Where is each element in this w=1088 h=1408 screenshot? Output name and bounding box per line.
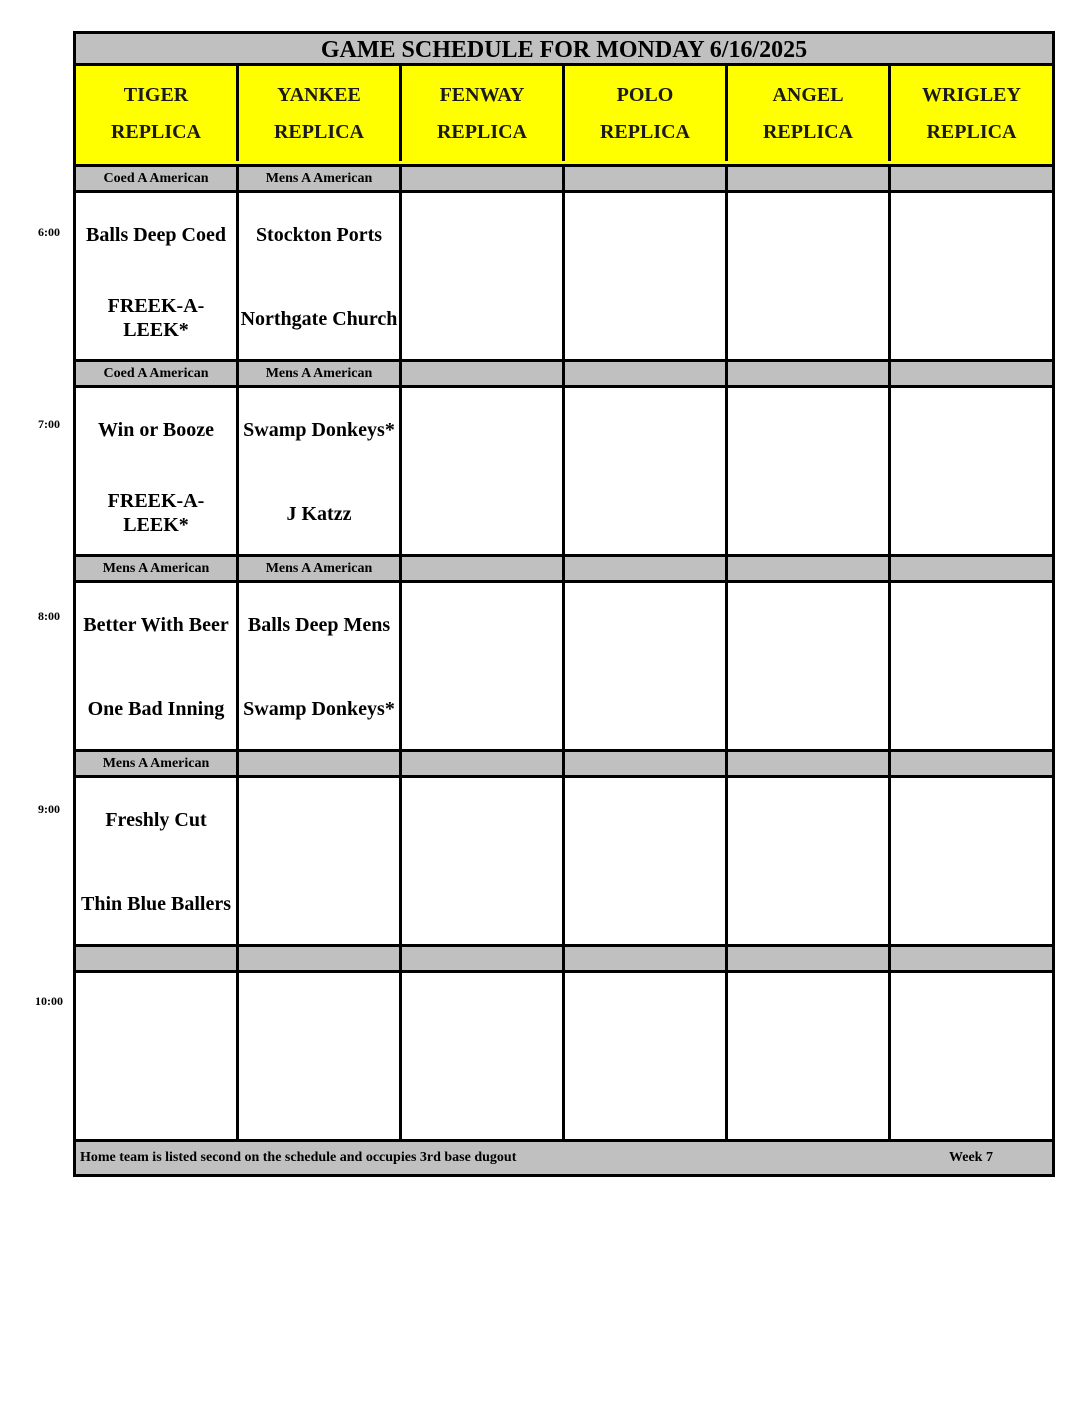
division-row [76, 362, 1052, 388]
field-subtitle: REPLICA [273, 120, 364, 143]
home-team: Northgate Church [240, 308, 398, 330]
field-header-2 [402, 66, 565, 161]
game-cell [565, 583, 728, 749]
game-cell [565, 778, 728, 944]
game-cell [565, 193, 728, 359]
division-label [728, 947, 891, 970]
game-cell [891, 583, 1052, 749]
field-name: YANKEE [277, 83, 361, 106]
game-cell [728, 778, 891, 944]
game-cell [891, 388, 1052, 554]
field-header-row [76, 66, 1052, 167]
game-cell [402, 973, 565, 1139]
field-header-5 [891, 66, 1052, 161]
division-label [565, 752, 728, 775]
field-subtitle: REPLICA [926, 120, 1017, 143]
week-label: Week 7 [949, 1150, 993, 1165]
away-team: Freshly Cut [105, 809, 207, 831]
division-label [565, 167, 728, 190]
home-team: Thin Blue Ballers [80, 893, 232, 915]
game-cell [76, 583, 239, 749]
division-label [728, 167, 891, 190]
division-label: Coed A American [76, 362, 239, 385]
home-team: Swamp Donkeys* [243, 698, 395, 720]
field-header-0 [76, 66, 239, 161]
field-subtitle: REPLICA [762, 120, 853, 143]
division-label [239, 947, 402, 970]
division-label: Mens A American [239, 167, 402, 190]
game-cell [402, 388, 565, 554]
footer-note: Home team is listed second on the schedule and occupies 3rd base dugout [80, 1150, 517, 1165]
field-header-3 [565, 66, 728, 161]
field-name: FENWAY [439, 83, 525, 106]
field-name: ANGEL [772, 83, 844, 106]
game-cell [239, 388, 402, 554]
game-cell [239, 583, 402, 749]
division-label: Mens A American [239, 362, 402, 385]
division-label [565, 362, 728, 385]
away-team: Win or Booze [98, 419, 214, 441]
division-label [565, 557, 728, 580]
footer-bar [76, 1142, 1052, 1174]
time-label: 9:00 [38, 802, 60, 816]
division-label [891, 557, 1052, 580]
game-row [76, 388, 1052, 557]
time-label: 7:00 [38, 417, 60, 431]
division-label [565, 947, 728, 970]
division-label: Coed A American [76, 167, 239, 190]
field-name: TIGER [123, 83, 189, 106]
game-cell [728, 388, 891, 554]
division-label [402, 947, 565, 970]
field-header-1 [239, 66, 402, 161]
game-cell [728, 193, 891, 359]
time-label: 6:00 [38, 225, 60, 239]
division-label [728, 557, 891, 580]
home-team: FREEK-A-LEEK* [107, 295, 205, 341]
division-label [891, 362, 1052, 385]
field-subtitle: REPLICA [110, 120, 201, 143]
time-label: 8:00 [38, 609, 60, 623]
away-team: Balls Deep Coed [86, 224, 226, 246]
schedule-table [73, 31, 1055, 1177]
game-row [76, 973, 1052, 1142]
game-cell [891, 193, 1052, 359]
game-cell [76, 388, 239, 554]
field-name: WRIGLEY [922, 83, 1021, 106]
field-subtitle: REPLICA [436, 120, 527, 143]
division-label [402, 362, 565, 385]
game-cell [76, 193, 239, 359]
game-cell [565, 973, 728, 1139]
division-row [76, 752, 1052, 778]
division-label [402, 752, 565, 775]
game-row [76, 778, 1052, 947]
game-row [76, 583, 1052, 752]
division-label: Mens A American [76, 557, 239, 580]
division-label [891, 167, 1052, 190]
game-cell [891, 973, 1052, 1139]
field-subtitle: REPLICA [599, 120, 690, 143]
division-row [76, 557, 1052, 583]
home-team: J Katzz [286, 503, 352, 525]
game-cell [728, 583, 891, 749]
game-cell [891, 778, 1052, 944]
away-team: Stockton Ports [255, 224, 383, 246]
game-cell [76, 973, 239, 1139]
division-label [728, 752, 891, 775]
division-label [891, 752, 1052, 775]
game-cell [402, 193, 565, 359]
division-label [891, 947, 1052, 970]
division-label: Mens A American [239, 557, 402, 580]
game-cell [239, 973, 402, 1139]
away-team: Better With Beer [83, 614, 229, 636]
game-cell [76, 778, 239, 944]
division-row [76, 167, 1052, 193]
field-header-4 [728, 66, 891, 161]
page-title: GAME SCHEDULE FOR MONDAY 6/16/2025 [76, 34, 1052, 66]
division-label [728, 362, 891, 385]
game-cell [239, 778, 402, 944]
division-label [402, 557, 565, 580]
game-cell [402, 583, 565, 749]
division-label [402, 167, 565, 190]
game-cell [728, 973, 891, 1139]
game-cell [239, 193, 402, 359]
time-label: 10:00 [35, 994, 63, 1008]
game-cell [402, 778, 565, 944]
home-team: One Bad Inning [87, 698, 225, 720]
field-name: POLO [616, 83, 674, 106]
division-label [76, 947, 239, 970]
division-row [76, 947, 1052, 973]
away-team: Swamp Donkeys* [243, 419, 395, 441]
home-team: FREEK-A-LEEK* [107, 490, 205, 536]
away-team: Balls Deep Mens [247, 614, 391, 636]
division-label [239, 752, 402, 775]
game-cell [565, 388, 728, 554]
division-label: Mens A American [76, 752, 239, 775]
game-row [76, 193, 1052, 362]
